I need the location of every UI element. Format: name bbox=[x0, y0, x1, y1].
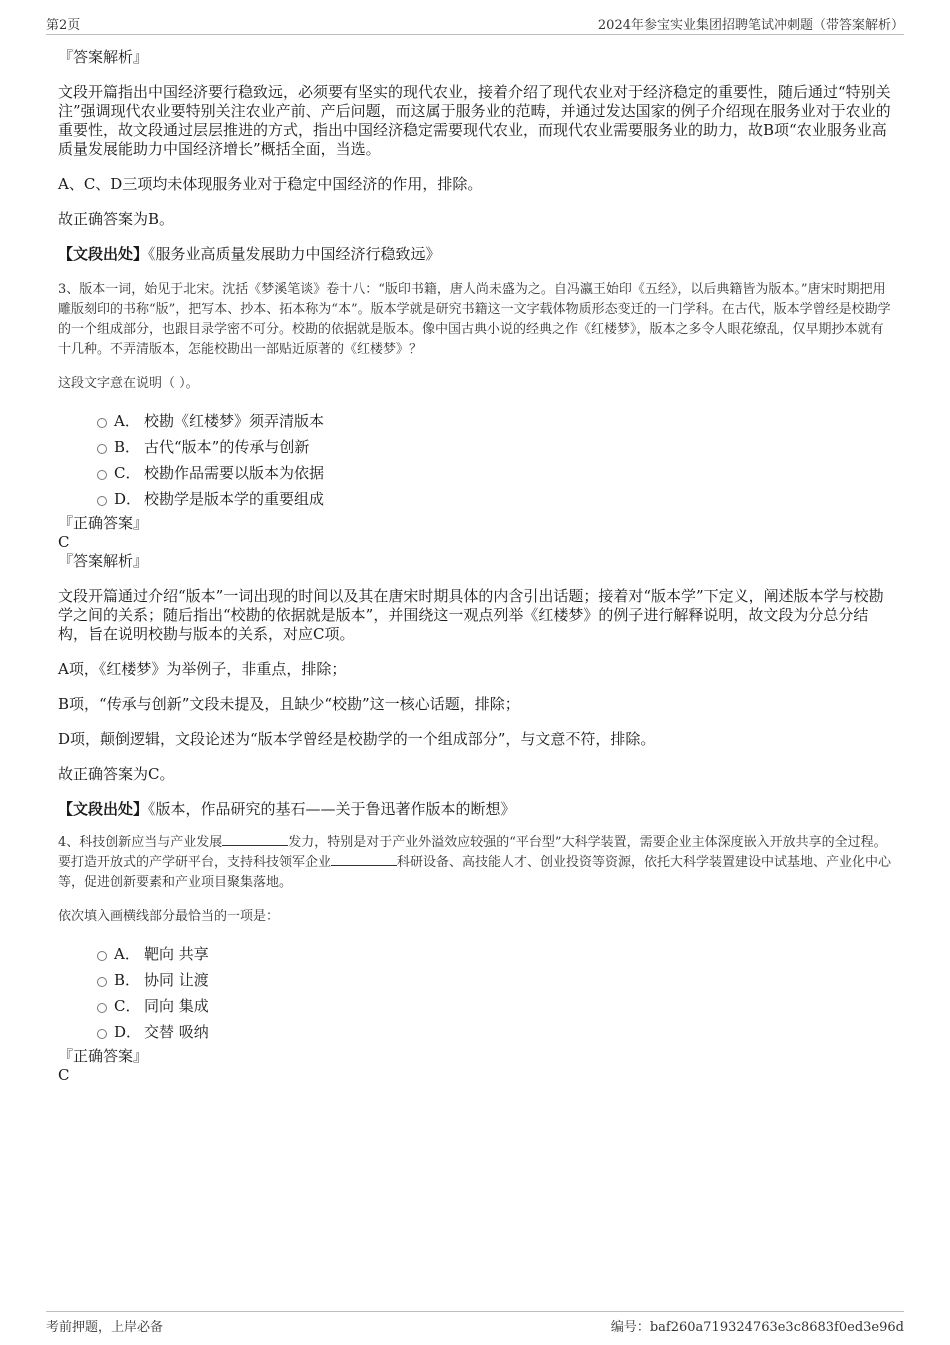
analysis-label: 『答案解析』 bbox=[58, 48, 149, 66]
question-text: 4、科技创新应当与产业发展 发力，特别是对于产业外溢效应较强的“平台型”大科学装置，需要企业主体深度嵌入开放共享的全过程。要打造开放式的产学研平台，支持科技领军企业 科研设备、高技能人才、创业投资等资源，依托大科学装置建设中试基地、产业化中心等，促进创新要素和产业项目聚集落地。 bbox=[58, 835, 892, 890]
option-b[interactable]: B． 古代“版本”的传承与创新 bbox=[58, 434, 894, 460]
answer-value: C bbox=[58, 533, 70, 551]
radio-button[interactable] bbox=[97, 1003, 107, 1013]
option-list bbox=[58, 941, 894, 1045]
analysis-paragraph: 文段开篇通过介绍“版本”一词出现的时间以及其在唐宋时期具体的内含引出话题；接着对“版本学”下定义，阐述版本学与校勘学之间的关系；随后指出“校勘的依据就是版本”，并围绕这一观点列举《红楼梦》的例子进行解释说明，故文段为分总分结构，旨在说明校勘与版本的关系，对应C项。 bbox=[58, 587, 884, 643]
question-prompt: 这段文字意在说明（ ）。 bbox=[58, 376, 199, 391]
analysis-paragraph: D项，颠倒逻辑，文段论述为“版本学曾经是校勘学的一个组成部分”，与文意不符，排除。 bbox=[58, 730, 656, 748]
question-text: 3、版本一词，始见于北宋。沈括《梦溪笔谈》卷十八：“版印书籍，唐人尚未盛为之。自冯瀛王始印《五经》，以后典籍皆为版本。”唐宋时期把用雕版刻印的书称“版”，把写本、抄本、拓本称为“本”。版本学就是研究书籍这一文字载体物质形态变迁的一门学科。在古代，版本学曾经是校勘学的一个组成部分，也跟目录学密不可分。校勘的依据就是版本。像中国古典小说的经典之作《红楼梦》，版本之多令人眼花缭乱，仅早期抄本就有十几种。不弄清版本，怎能校勘出一部贴近原著的《红楼梦》？ bbox=[58, 282, 891, 357]
analysis-label: 『答案解析』 bbox=[58, 552, 149, 570]
option-d[interactable]: D． 校勘学是版本学的重要组成 bbox=[58, 486, 894, 512]
option-d[interactable]: D． 交替 吸纳 bbox=[58, 1019, 894, 1045]
document-title: 2024年参宝实业集团招聘笔试冲刺题（带答案解析） bbox=[597, 18, 904, 33]
option-b[interactable]: B． 协同 让渡 bbox=[58, 967, 894, 993]
source-text: 《服务业高质量发展助力中国经济行稳致远》 bbox=[148, 245, 441, 263]
source-text: 《版本，作品研究的基石——关于鲁迅著作版本的断想》 bbox=[148, 800, 516, 818]
analysis-paragraph: A、C、D三项均未体现服务业对于稳定中国经济的作用，排除。 bbox=[58, 175, 483, 193]
radio-button[interactable] bbox=[97, 977, 107, 987]
option-c[interactable]: C． 同向 集成 bbox=[58, 993, 894, 1019]
option-list bbox=[58, 408, 894, 512]
analysis-paragraph: B项，“传承与创新”文段未提及，且缺少“校勘”这一核心话题，排除； bbox=[58, 695, 520, 713]
answer-value: C bbox=[58, 1066, 70, 1084]
radio-button[interactable] bbox=[97, 444, 107, 454]
source-line bbox=[58, 800, 894, 819]
source-label: 【文段出处】 bbox=[58, 245, 149, 263]
option-c[interactable]: C． 校勘作品需要以版本为依据 bbox=[58, 460, 894, 486]
radio-button[interactable] bbox=[97, 496, 107, 506]
page-content bbox=[58, 44, 894, 1085]
page-header bbox=[46, 12, 904, 35]
fill-blank bbox=[331, 853, 397, 866]
analysis-paragraph: 故正确答案为B。 bbox=[58, 210, 175, 228]
analysis-paragraph: 故正确答案为C。 bbox=[58, 765, 175, 783]
radio-button[interactable] bbox=[97, 951, 107, 961]
footer-slogan: 考前押题，上岸必备 bbox=[46, 1320, 164, 1335]
source-label: 【文段出处】 bbox=[58, 800, 149, 818]
radio-button[interactable] bbox=[97, 418, 107, 428]
radio-button[interactable] bbox=[97, 1029, 107, 1039]
option-a[interactable]: A． 校勘《红楼梦》须弄清版本 bbox=[58, 408, 894, 434]
source-line bbox=[58, 245, 894, 264]
fill-blank bbox=[222, 833, 288, 846]
radio-button[interactable] bbox=[97, 470, 107, 480]
question-prompt: 依次填入画横线部分最恰当的一项是： bbox=[58, 909, 280, 924]
answer-label: 『正确答案』 bbox=[58, 514, 149, 532]
answer-label: 『正确答案』 bbox=[58, 1047, 149, 1065]
document-id: 编号：baf260a719324763e3c8683f0ed3e96d bbox=[610, 1320, 904, 1335]
analysis-paragraph: A项，《红楼梦》为举例子，非重点，排除； bbox=[58, 660, 347, 678]
page-number: 第2页 bbox=[46, 18, 81, 33]
analysis-paragraph: 文段开篇指出中国经济要行稳致远，必须要有坚实的现代农业，接着介绍了现代农业对于经济稳定的重要性，随后通过“特别关注”强调现代农业要特别关注农业产前、产后问题，而这属于服务业的范畴，并通过发达国家的例子介绍现在服务业对于农业的重要性，故文段通过层层推进的方式，指出中国经济稳定需要现代农业，而现代农业需要服务业的助力，故B项“农业服务业高质量发展能助力中国经济增长”概括全面，当选。 bbox=[58, 83, 891, 158]
page-footer bbox=[46, 1311, 904, 1336]
option-a[interactable]: A． 靶向 共享 bbox=[58, 941, 894, 967]
